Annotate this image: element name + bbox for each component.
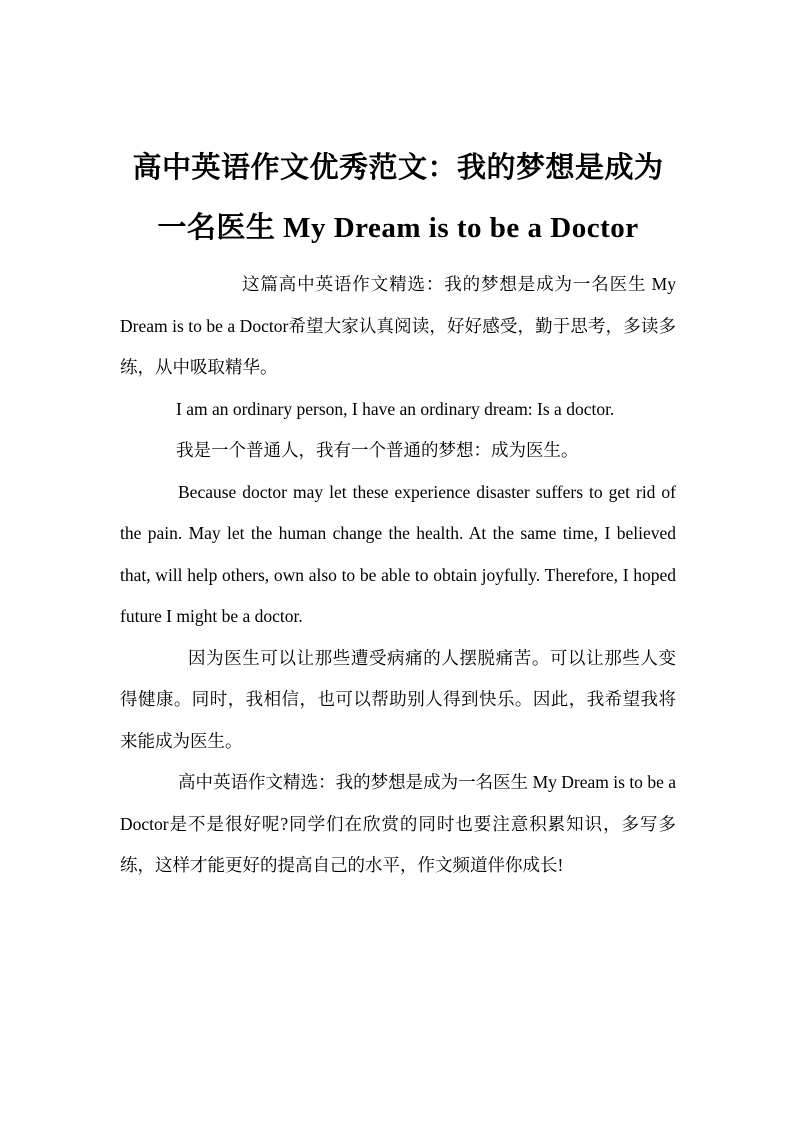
chinese-sentence-1: 我是一个普通人，我有一个普通的梦想：成为医生。 <box>176 440 579 460</box>
title-line-2: 一名医生 My Dream is to be a Doctor <box>157 212 639 244</box>
english-sentence-1: I am an ordinary person, I have an ordinary dream: Is a doctor. <box>176 398 615 419</box>
title-line-1: 高中英语作文优秀范文：我的梦想是成为 <box>132 152 664 184</box>
english-paragraph-2: Because doctor may let these experience disaster suffers to get rid of the pain. May let the human change the health. At the same time, I believed that, will help others, own also to be able to obtain joyfully. Therefore, I hoped future I might be a doctor. <box>120 481 676 626</box>
intro-paragraph: 这篇高中英语作文精选：我的梦想是成为一名医生 My Dream is to be a Doctor希望大家认真阅读，好好感受，勤于思考，多读多练，从中吸取精华。 <box>120 274 676 377</box>
closing-paragraph: 高中英语作文精选：我的梦想是成为一名医生 My Dream is to be a Doctor是不是很好呢?同学们在欣赏的同时也要注意积累知识，多写多练，这样才能更好的提高自己的水平，作文频道伴你成长! <box>120 772 676 875</box>
document-body <box>120 264 676 887</box>
document-title <box>120 138 676 258</box>
chinese-paragraph-2: 因为医生可以让那些遭受病痛的人摆脱痛苦。可以让那些人变得健康。同时，我相信，也可以帮助别人得到快乐。因此，我希望我将来能成为医生。 <box>120 647 676 751</box>
